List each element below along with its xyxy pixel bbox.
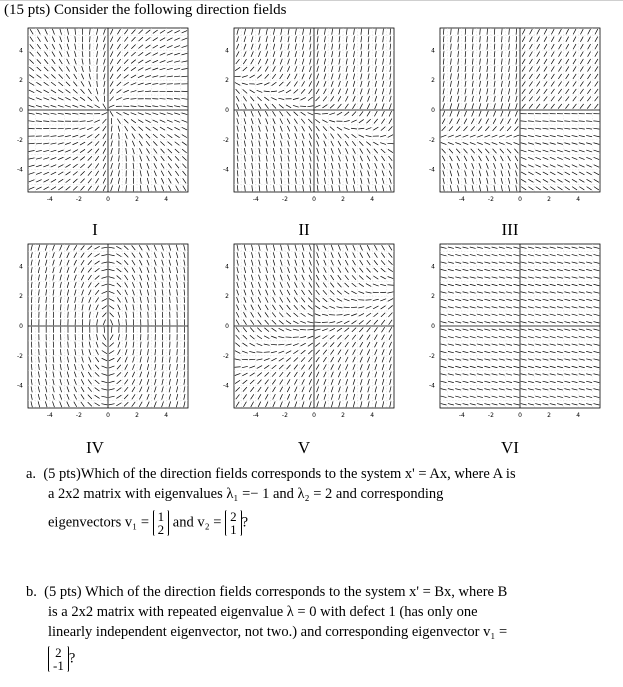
x-tick-label: -4 — [252, 412, 259, 419]
y-tick-label: 0 — [225, 323, 229, 330]
v1-a-bottom: 2 — [157, 522, 165, 537]
y-tick-label: -4 — [429, 166, 435, 174]
plot-label-IV: IV — [86, 438, 104, 457]
x-tick-label: 4 — [370, 196, 375, 203]
y-tick-label: 4 — [225, 263, 229, 271]
top-rule — [0, 0, 623, 1]
plot-label-V: V — [297, 438, 311, 457]
question-b — [26, 582, 616, 672]
question-a-line1: (5 pts)Which of the direction fields corresponds to the system x' = Ax, where A is — [43, 466, 516, 482]
vector-v1-b — [48, 646, 69, 672]
v2-a-top: 2 — [230, 509, 237, 524]
vector-v2-a — [225, 510, 242, 536]
y-tick-label: 0 — [19, 107, 23, 114]
x-tick-label: -2 — [487, 196, 494, 203]
direction-field-I — [6, 20, 196, 208]
y-tick-label: -4 — [429, 382, 435, 390]
x-tick-label: 4 — [164, 412, 169, 419]
problem-title: (15 pts) Consider the following direction fields — [4, 2, 287, 18]
question-a — [26, 464, 616, 536]
x-tick-label: 0 — [518, 412, 522, 419]
y-tick-label: 2 — [19, 77, 23, 85]
y-tick-label: -2 — [17, 352, 23, 360]
x-tick-label: -2 — [281, 196, 288, 203]
x-tick-label: 4 — [370, 412, 375, 419]
y-tick-label: -2 — [429, 136, 435, 144]
direction-field-III — [418, 20, 608, 208]
direction-field-V — [212, 236, 402, 424]
y-tick-label: 2 — [431, 293, 435, 301]
x-tick-label: -2 — [487, 412, 494, 419]
y-tick-label: -4 — [223, 166, 229, 174]
direction-field-II — [212, 20, 402, 208]
question-b-line1: (5 pts) Which of the direction fields corresponds to the system x' = Bx, where B — [44, 584, 508, 600]
plot-label-II: II — [298, 220, 310, 239]
x-tick-label: 2 — [547, 196, 552, 203]
x-tick-label: -4 — [46, 196, 53, 203]
x-tick-label: -4 — [458, 196, 465, 203]
x-tick-label: 4 — [164, 196, 169, 203]
vector-v1-a — [153, 510, 170, 536]
v1-a-top: 1 — [157, 509, 165, 524]
x-tick-label: -4 — [458, 412, 465, 419]
x-tick-label: 4 — [576, 196, 581, 203]
direction-field-VI — [418, 236, 608, 424]
y-tick-label: 4 — [19, 47, 23, 55]
x-tick-label: -2 — [75, 412, 82, 419]
y-tick-label: -2 — [17, 136, 23, 144]
y-tick-label: 2 — [19, 293, 23, 301]
x-tick-label: 0 — [106, 412, 110, 419]
y-tick-label: -4 — [17, 382, 23, 390]
y-tick-label: 4 — [431, 263, 435, 271]
y-tick-label: 2 — [225, 293, 229, 301]
y-tick-label: -2 — [223, 352, 229, 360]
v1-b-bottom: -1 — [53, 658, 64, 673]
question-a-prefix: a. — [26, 466, 37, 482]
v2-a-bottom: 1 — [230, 522, 237, 537]
question-b-line3: linearly independent eigenvector, not two.) and corresponding eigenvector v₁ = — [48, 624, 508, 640]
plot-label-VI: VI — [501, 438, 519, 457]
x-tick-label: 0 — [106, 196, 110, 203]
direction-arrow — [133, 170, 134, 176]
x-tick-label: 2 — [135, 196, 140, 203]
y-tick-label: 0 — [225, 107, 229, 114]
y-tick-label: 0 — [431, 107, 435, 114]
question-b-prefix: b. — [26, 584, 37, 600]
question-a-line3-mid: and v₂ = — [172, 514, 222, 531]
y-tick-label: -4 — [17, 166, 23, 174]
x-tick-label: 0 — [312, 196, 316, 203]
x-tick-label: 2 — [341, 196, 346, 203]
x-tick-label: 2 — [547, 412, 552, 419]
y-tick-label: -4 — [223, 382, 229, 390]
direction-arrow — [82, 44, 83, 50]
plot-label-I: I — [92, 220, 98, 239]
y-tick-label: 4 — [19, 263, 23, 271]
y-tick-label: 4 — [431, 47, 435, 55]
x-tick-label: 2 — [135, 412, 140, 419]
plot-label-III: III — [501, 220, 519, 239]
x-tick-label: -4 — [46, 412, 53, 419]
v1-b-top: 2 — [55, 645, 62, 660]
y-tick-label: -2 — [429, 352, 435, 360]
x-tick-label: 2 — [341, 412, 346, 419]
question-b-line2: is a 2x2 matrix with repeated eigenvalue λ = 0 with defect 1 (has only one — [48, 604, 478, 620]
y-tick-label: 0 — [431, 323, 435, 330]
x-tick-label: -4 — [252, 196, 259, 203]
x-tick-label: -2 — [75, 196, 82, 203]
y-tick-label: 4 — [225, 47, 229, 55]
question-a-line3-post: ? — [241, 514, 248, 531]
y-tick-label: 2 — [225, 77, 229, 85]
y-tick-label: -2 — [223, 136, 229, 144]
x-tick-label: -2 — [281, 412, 288, 419]
question-a-line2: a 2x2 matrix with eigenvalues λ₁ =− 1 and λ₂ = 2 and corresponding — [48, 486, 444, 502]
y-tick-label: 2 — [431, 77, 435, 85]
x-tick-label: 0 — [312, 412, 316, 419]
x-tick-label: 4 — [576, 412, 581, 419]
x-tick-label: 0 — [518, 196, 522, 203]
direction-field-IV — [6, 236, 196, 424]
y-tick-label: 0 — [19, 323, 23, 330]
question-a-line3-pre: eigenvectors v₁ = — [48, 514, 150, 531]
question-b-line4-post: ? — [68, 650, 76, 667]
